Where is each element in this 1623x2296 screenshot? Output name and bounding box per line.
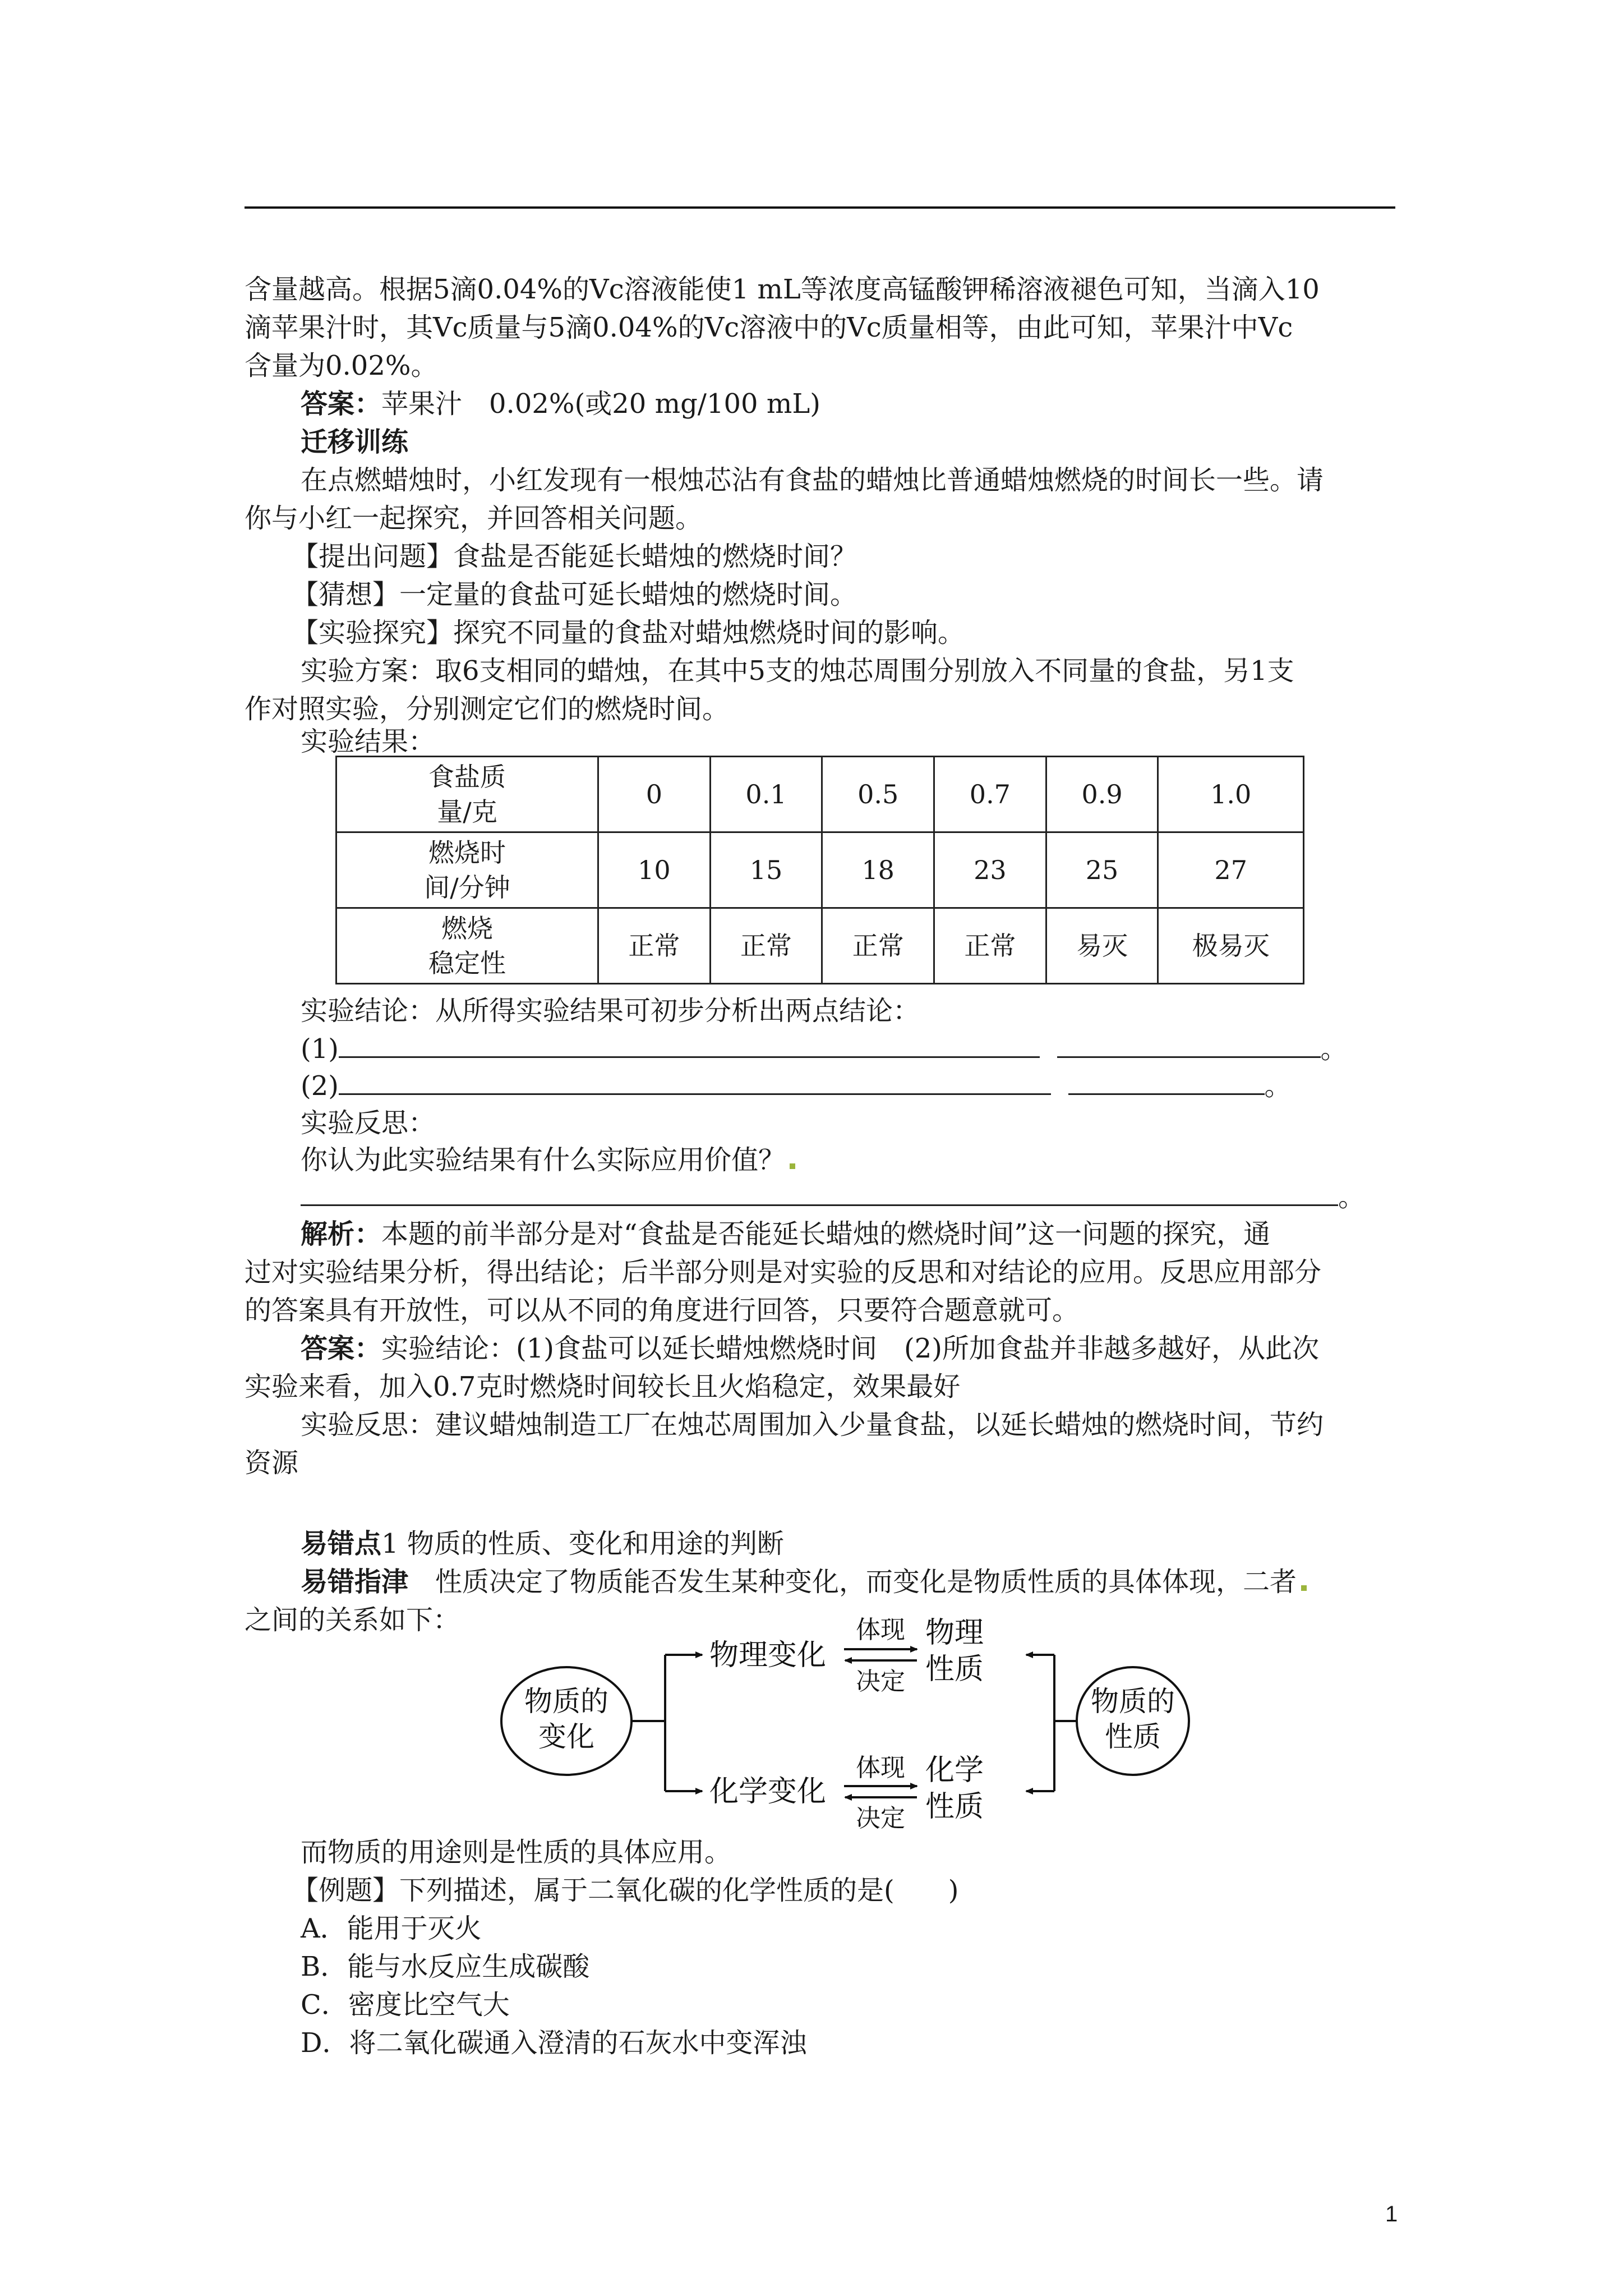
error-guide-label: 易错指津 <box>301 1566 409 1598</box>
physical-property-line1: 物理 <box>925 1616 984 1650</box>
show-label-top: 体现 <box>856 1616 905 1644</box>
table-cell: 易灭 <box>1046 908 1158 984</box>
table-cell: 27 <box>1158 832 1304 908</box>
text-line: 含量为0.02%。 <box>245 350 438 381</box>
row-header: 燃烧时 间/分钟 <box>336 832 598 908</box>
chemical-property-line1: 化学 <box>925 1754 984 1787</box>
table-cell: 0.9 <box>1046 757 1158 832</box>
physical-property-line2: 性质 <box>925 1653 984 1686</box>
table-cell: 正常 <box>710 908 822 984</box>
table-cell: 正常 <box>598 908 711 984</box>
results-label: 实验结果： <box>301 726 436 757</box>
table-cell: 10 <box>598 832 711 908</box>
decide-label-top: 决定 <box>856 1667 905 1696</box>
table-cell: 25 <box>1046 832 1158 908</box>
text-line: 你与小红一起探究，并回答相关问题。 <box>245 503 703 534</box>
results-table <box>335 756 1304 984</box>
analysis: 解析：本题的前半部分是对“食盐是否能延长蜡烛的燃烧时间”这一问题的探究，通 <box>301 1218 1271 1250</box>
option-a: A．能用于灭火 <box>301 1913 482 1944</box>
text-line: 实验来看，加入0.7克时燃烧时间较长且火焰稳定，效果最好 <box>245 1371 961 1402</box>
answer-blank-3: 。 <box>301 1179 1365 1215</box>
left-circle-line1: 物质的 <box>524 1685 608 1718</box>
error-guide: 易错指津 性质决定了物质能否发生某种变化，而变化是物质性质的具体体现，二者 <box>301 1564 1307 1600</box>
question-guess: 【猜想】一定量的食盐可延长蜡烛的燃烧时间。 <box>292 579 857 610</box>
answer-blank-2: (2) 。 <box>301 1068 1292 1104</box>
answer-2: 答案：实验结论：(1)食盐可以延长蜡烛燃烧时间 (2)所加食盐并非越多越好，从此次 <box>301 1333 1320 1364</box>
table-row <box>336 757 1304 832</box>
table-cell: 0.1 <box>710 757 822 832</box>
text-line: 之间的关系如下： <box>245 1604 460 1636</box>
answer-label: 答案： <box>301 1333 382 1364</box>
reflect-question: 你认为此实验结果有什么实际应用价值？ <box>301 1142 795 1178</box>
text-line: 在点燃蜡烛时，小红发现有一根烛芯沾有食盐的蜡烛比普通蜡烛燃烧的时间长一些。请 <box>301 464 1324 496</box>
text-line: 滴苹果汁时，其Vc质量与5滴0.04%的Vc溶液中的Vc质量相等，由此可知，苹果汁中Vc <box>245 312 1293 343</box>
error-point: 易错点1 物质的性质、变化和用途的判断 <box>301 1528 784 1559</box>
chemical-property-line2: 性质 <box>925 1790 984 1824</box>
answer-blank-1: (1) 。 <box>301 1031 1348 1067</box>
table-cell: 1.0 <box>1158 757 1304 832</box>
mark-dot <box>1301 1585 1307 1591</box>
text-line: 的答案具有开放性，可以从不同的角度进行回答，只要符合题意就可。 <box>245 1295 1080 1326</box>
table-cell: 23 <box>934 832 1046 908</box>
analysis-label: 解析： <box>301 1218 382 1250</box>
property-change-diagram <box>494 1609 1200 1833</box>
conclusion-label: 实验结论：从所得实验结果可初步分析出两点结论： <box>301 995 920 1027</box>
left-circle-line2: 变化 <box>538 1720 594 1753</box>
table-cell: 18 <box>822 832 934 908</box>
error-point-label: 易错点 <box>301 1528 382 1559</box>
question-explore: 【实验探究】探究不同量的食盐对蜡烛燃烧时间的影响。 <box>292 617 965 648</box>
physical-change-label: 物理变化 <box>709 1639 827 1672</box>
decide-label-bottom: 决定 <box>856 1804 905 1833</box>
answer-text: 苹果汁 0.02%(或20 mg/100 mL) <box>381 388 820 420</box>
reflect-label: 实验反思： <box>301 1107 436 1139</box>
text-line: 实验方案：取6支相同的蜡烛，在其中5支的烛芯周围分别放入不同量的食盐，另1支 <box>301 655 1294 687</box>
row-header: 燃烧 稳定性 <box>336 908 598 984</box>
text-line: 实验反思：建议蜡烛制造工厂在烛芯周围加入少量食盐，以延长蜡烛的燃烧时间，节约 <box>301 1409 1324 1441</box>
option-b: B．能与水反应生成碳酸 <box>301 1951 590 1982</box>
section-title: 迁移训练 <box>301 426 409 458</box>
right-circle-line1: 物质的 <box>1091 1685 1175 1718</box>
text-line: 作对照实验，分别测定它们的燃烧时间。 <box>245 693 730 725</box>
option-d: D．将二氧化碳通入澄清的石灰水中变浑浊 <box>301 2027 807 2059</box>
answer-label: 答案： <box>301 388 382 420</box>
table-cell: 15 <box>710 832 822 908</box>
row-header: 食盐质 量/克 <box>336 757 598 832</box>
table-cell: 0.7 <box>934 757 1046 832</box>
usage-text: 而物质的用途则是性质的具体应用。 <box>301 1837 732 1868</box>
answer-1 <box>301 386 820 422</box>
table-cell: 0 <box>598 757 711 832</box>
page-number: 1 <box>1385 2202 1398 2226</box>
option-c: C．密度比空气大 <box>301 1989 510 2021</box>
header-rule <box>245 206 1395 209</box>
question-problem: 【提出问题】食盐是否能延长蜡烛的燃烧时间？ <box>292 541 857 572</box>
table-row <box>336 908 1304 984</box>
table-cell: 极易灭 <box>1158 908 1304 984</box>
text-line: 过对实验结果分析，得出结论；后半部分则是对实验的反思和对结论的应用。反思应用部分 <box>245 1257 1322 1288</box>
text-line: 含量越高。根据5滴0.04%的Vc溶液能使1 mL等浓度高锰酸钾稀溶液褪色可知，当滴入10 <box>245 274 1320 305</box>
table-row <box>336 832 1304 908</box>
example-question: 【例题】下列描述，属于二氧化碳的化学性质的是( ) <box>292 1875 959 1906</box>
chemical-change-label: 化学变化 <box>709 1775 827 1809</box>
right-circle-line2: 性质 <box>1105 1720 1161 1753</box>
table-cell: 正常 <box>934 908 1046 984</box>
table-cell: 正常 <box>822 908 934 984</box>
text-line: 资源 <box>245 1447 299 1479</box>
mark-dot <box>790 1163 795 1169</box>
table-cell: 0.5 <box>822 757 934 832</box>
show-label-bottom: 体现 <box>856 1754 905 1782</box>
